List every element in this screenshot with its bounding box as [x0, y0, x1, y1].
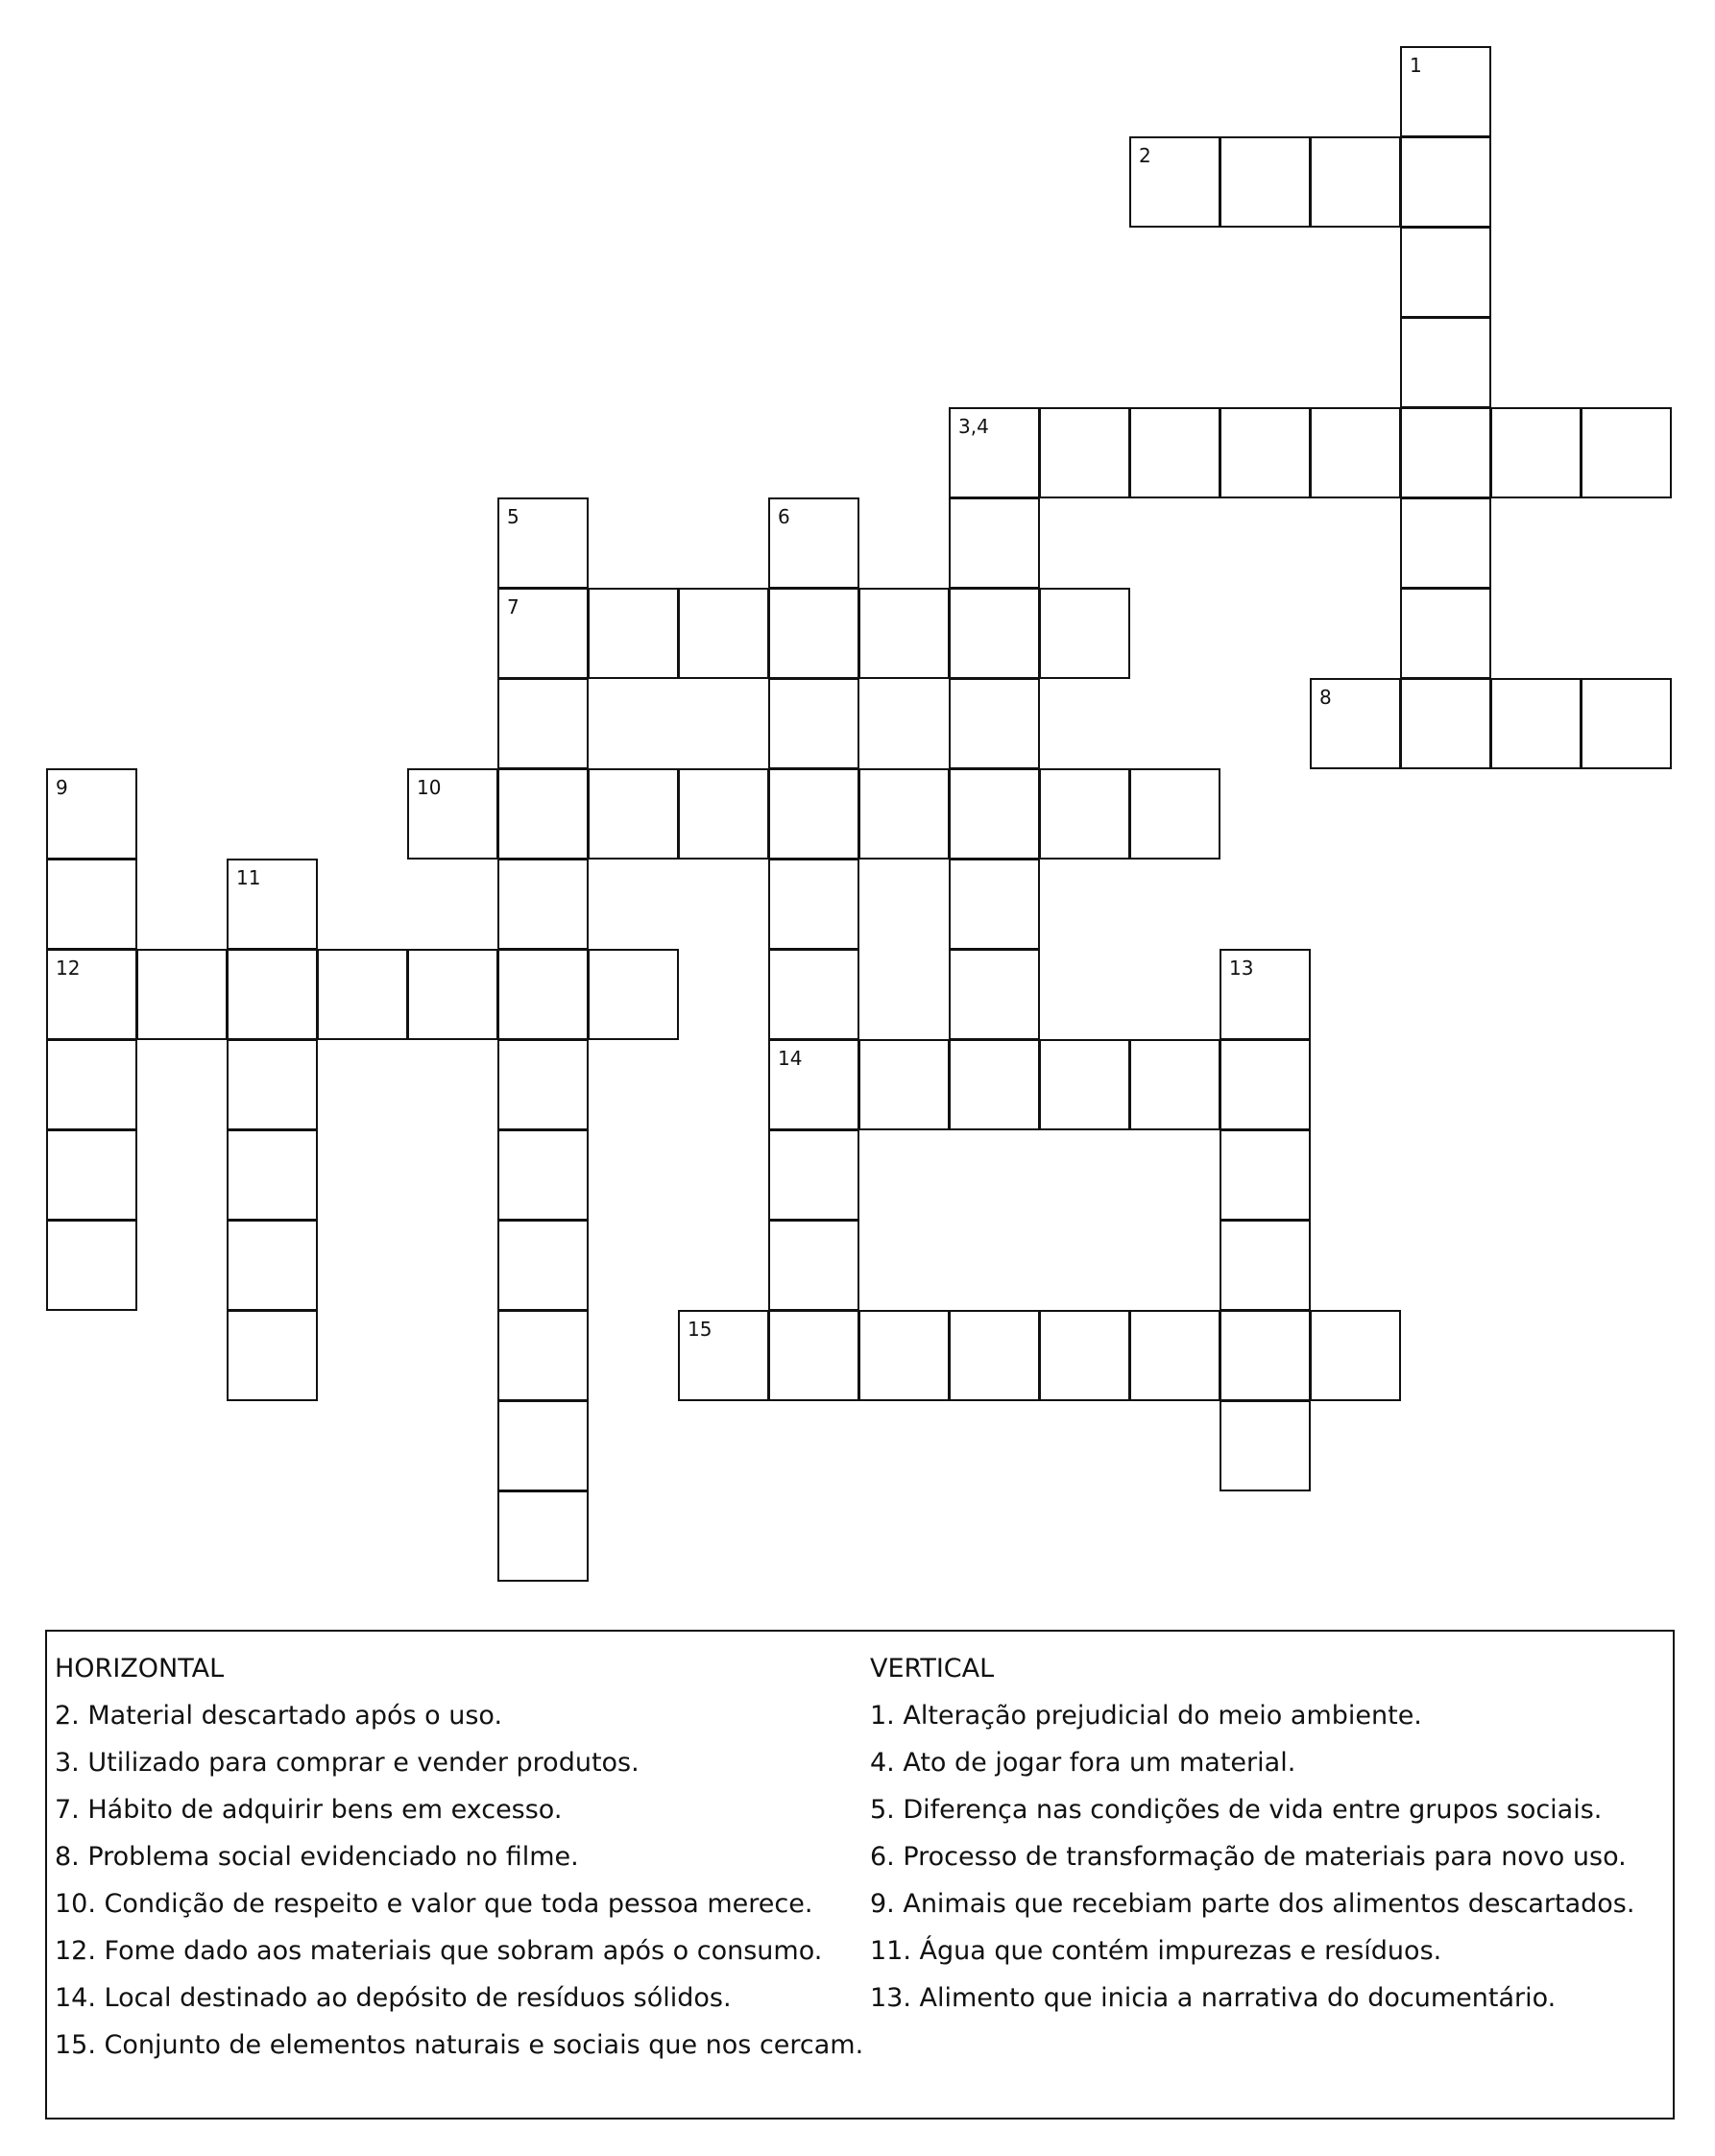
- crossword-cell[interactable]: [858, 1310, 950, 1401]
- crossword-cell[interactable]: [678, 768, 769, 860]
- crossword-cell[interactable]: [1220, 1039, 1311, 1130]
- crossword-cell[interactable]: [768, 1129, 859, 1221]
- clue-horizontal: 3. Utilizado para comprar e vender produtos.: [55, 1748, 640, 1778]
- crossword-cell[interactable]: [46, 859, 137, 950]
- crossword-cell[interactable]: [1310, 678, 1401, 769]
- crossword-cell[interactable]: [497, 1490, 589, 1582]
- crossword-cell[interactable]: [768, 768, 859, 860]
- crossword-cell[interactable]: [949, 407, 1040, 498]
- clue-number: 3,4: [958, 415, 989, 438]
- crossword-cell[interactable]: [227, 1220, 318, 1311]
- crossword-cell[interactable]: [588, 949, 679, 1040]
- crossword-cell[interactable]: [858, 768, 950, 860]
- crossword-cell[interactable]: [46, 768, 137, 860]
- crossword-cell[interactable]: [1129, 407, 1220, 498]
- clue-horizontal: 10. Condição de respeito e valor que toda pessoa merece.: [55, 1889, 813, 1919]
- crossword-cell[interactable]: [1581, 678, 1672, 769]
- crossword-cell[interactable]: [1400, 678, 1491, 769]
- clue-number: 8: [1319, 686, 1332, 709]
- clue-horizontal: 12. Fome dado aos materiais que sobram após o consumo.: [55, 1936, 823, 1966]
- crossword-cell[interactable]: [1129, 768, 1220, 860]
- horizontal-title: HORIZONTAL: [55, 1654, 225, 1684]
- crossword-cell[interactable]: [1400, 407, 1491, 498]
- crossword-cell[interactable]: [1490, 678, 1582, 769]
- clue-vertical: 11. Água que contém impurezas e resíduos.: [870, 1936, 1442, 1966]
- crossword-cell[interactable]: [768, 1220, 859, 1311]
- crossword-cell[interactable]: [949, 859, 1040, 950]
- crossword-cell[interactable]: [497, 1129, 589, 1221]
- clue-horizontal: 8. Problema social evidenciado no filme.: [55, 1842, 579, 1872]
- crossword-cell[interactable]: [1129, 136, 1220, 228]
- crossword-cell[interactable]: [949, 588, 1040, 679]
- crossword-cell[interactable]: [46, 1129, 137, 1221]
- clue-vertical: 9. Animais que recebiam parte dos alimentos descartados.: [870, 1889, 1635, 1919]
- crossword-cell[interactable]: [949, 949, 1040, 1040]
- vertical-clues: [870, 1645, 1634, 2022]
- clue-vertical: 1. Alteração prejudicial do meio ambiente.: [870, 1701, 1422, 1731]
- clues-box: [45, 1630, 1675, 2120]
- crossword-cell[interactable]: [227, 1129, 318, 1221]
- crossword-cell[interactable]: [497, 678, 589, 769]
- crossword-cell[interactable]: [497, 497, 589, 589]
- crossword-cell[interactable]: [949, 678, 1040, 769]
- crossword-cell[interactable]: [46, 1039, 137, 1130]
- crossword-cell[interactable]: [1400, 497, 1491, 589]
- crossword-cell[interactable]: [497, 1310, 589, 1401]
- crossword-cell[interactable]: [768, 949, 859, 1040]
- crossword-cell[interactable]: [497, 949, 589, 1040]
- crossword-cell[interactable]: [497, 1220, 589, 1311]
- clue-number: 5: [507, 505, 519, 528]
- clue-horizontal: 15. Conjunto de elementos naturais e sociais que nos cercam.: [55, 2030, 864, 2060]
- crossword-cell[interactable]: [136, 949, 228, 1040]
- clue-horizontal: 2. Material descartado após o uso.: [55, 1701, 503, 1731]
- clue-number: 12: [56, 957, 81, 980]
- crossword-cell[interactable]: [1129, 1039, 1220, 1130]
- crossword-cell[interactable]: [678, 1310, 769, 1401]
- crossword-cell[interactable]: [768, 859, 859, 950]
- crossword-cell[interactable]: [1220, 1400, 1311, 1491]
- clue-number: 9: [56, 776, 68, 799]
- clue-number: 13: [1229, 957, 1254, 980]
- clue-horizontal: 14. Local destinado ao depósito de resíduos sólidos.: [55, 1983, 732, 2013]
- clue-number: 6: [778, 505, 790, 528]
- horizontal-clues: [55, 1645, 863, 2069]
- clue-number: 10: [417, 776, 442, 799]
- crossword-cell[interactable]: [1039, 407, 1130, 498]
- crossword-cell[interactable]: [1400, 136, 1491, 228]
- crossword-cell[interactable]: [1490, 407, 1582, 498]
- clue-number: 2: [1139, 144, 1151, 167]
- crossword-cell[interactable]: [678, 588, 769, 679]
- crossword-cell[interactable]: [949, 1310, 1040, 1401]
- crossword-cell[interactable]: [1220, 949, 1311, 1040]
- crossword-cell[interactable]: [1039, 1310, 1130, 1401]
- crossword-cell[interactable]: [227, 1039, 318, 1130]
- crossword-cell[interactable]: [1220, 136, 1311, 228]
- crossword-cell[interactable]: [1310, 136, 1401, 228]
- crossword-cell[interactable]: [768, 588, 859, 679]
- crossword-cell[interactable]: [497, 768, 589, 860]
- crossword-cell[interactable]: [227, 1310, 318, 1401]
- crossword-cell[interactable]: [768, 678, 859, 769]
- clue-vertical: 6. Processo de transformação de materiais para novo uso.: [870, 1842, 1627, 1872]
- crossword-cell[interactable]: [227, 859, 318, 950]
- crossword-cell[interactable]: [768, 1310, 859, 1401]
- crossword-cell[interactable]: [1310, 407, 1401, 498]
- clue-vertical: 4. Ato de jogar fora um material.: [870, 1748, 1296, 1778]
- crossword-cell[interactable]: [1039, 1039, 1130, 1130]
- crossword-cell[interactable]: [588, 768, 679, 860]
- crossword-cell[interactable]: [858, 588, 950, 679]
- crossword-cell[interactable]: [858, 1039, 950, 1130]
- vertical-title: VERTICAL: [870, 1654, 995, 1684]
- crossword-cell[interactable]: [1220, 1129, 1311, 1221]
- crossword-cell[interactable]: [497, 859, 589, 950]
- crossword-cell[interactable]: [1220, 1220, 1311, 1311]
- crossword-cell[interactable]: [1400, 588, 1491, 679]
- crossword-cell[interactable]: [1400, 46, 1491, 137]
- crossword-cell[interactable]: [317, 949, 408, 1040]
- clue-number: 15: [688, 1318, 713, 1341]
- crossword-cell[interactable]: [1400, 317, 1491, 408]
- crossword-cell[interactable]: [1400, 227, 1491, 318]
- crossword-cell[interactable]: [1039, 588, 1130, 679]
- clue-vertical: 13. Alimento que inicia a narrativa do documentário.: [870, 1983, 1557, 2013]
- crossword-cell[interactable]: [497, 1400, 589, 1491]
- crossword-cell[interactable]: [227, 949, 318, 1040]
- crossword-cell[interactable]: [949, 768, 1040, 860]
- clue-number: 11: [236, 866, 261, 889]
- crossword-cell[interactable]: [949, 497, 1040, 589]
- crossword-cell[interactable]: [768, 1039, 859, 1130]
- clue-number: 1: [1410, 54, 1422, 77]
- crossword-cell[interactable]: [1581, 407, 1672, 498]
- crossword-cell[interactable]: [407, 768, 498, 860]
- clue-number: 14: [778, 1047, 803, 1070]
- crossword-cell[interactable]: [1310, 1310, 1401, 1401]
- crossword-cell[interactable]: [1039, 768, 1130, 860]
- clue-number: 7: [507, 595, 519, 618]
- crossword-cell[interactable]: [1220, 1310, 1311, 1401]
- crossword-cell[interactable]: [1220, 407, 1311, 498]
- crossword-cell[interactable]: [497, 1039, 589, 1130]
- crossword-cell[interactable]: [46, 1220, 137, 1311]
- crossword-cell[interactable]: [949, 1039, 1040, 1130]
- crossword-cell[interactable]: [497, 588, 589, 679]
- clue-horizontal: 7. Hábito de adquirir bens em excesso.: [55, 1795, 563, 1825]
- crossword-cell[interactable]: [407, 949, 498, 1040]
- crossword-cell[interactable]: [768, 497, 859, 589]
- clue-vertical: 5. Diferença nas condições de vida entre grupos sociais.: [870, 1795, 1603, 1825]
- crossword-cell[interactable]: [1129, 1310, 1220, 1401]
- crossword-cell[interactable]: [588, 588, 679, 679]
- crossword-cell[interactable]: [46, 949, 137, 1040]
